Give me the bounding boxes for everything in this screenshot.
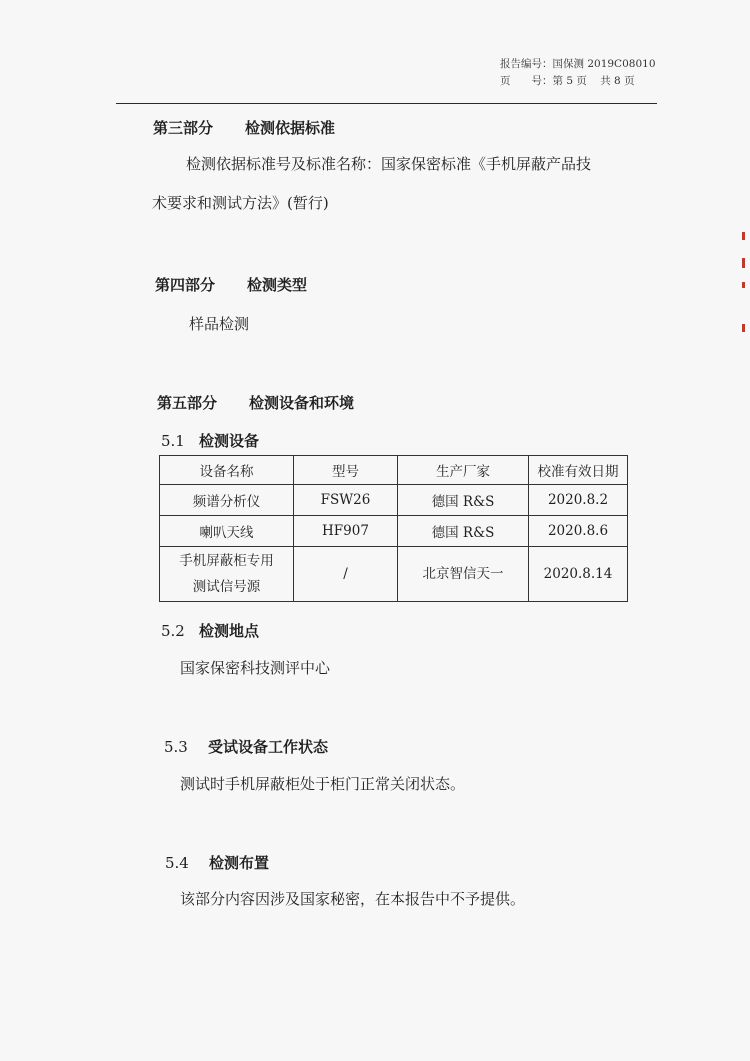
col-header-date: 校准有效日期 — [529, 456, 628, 485]
section-5-3-title: 受试设备工作状态 — [208, 738, 329, 756]
part5-heading — [157, 392, 354, 413]
section-5-1-number: 5.1 — [161, 432, 185, 450]
page-total: 共 8 页 — [600, 75, 635, 87]
report-number: 国保测 2019C08010 — [552, 58, 656, 70]
section-5-1-heading — [161, 430, 259, 451]
page-header — [500, 56, 656, 90]
cell-name: 喇叭天线 — [160, 516, 294, 547]
cell-maker: 德国 R&S — [398, 516, 529, 547]
table-row — [160, 485, 628, 516]
section-5-2-heading — [161, 620, 259, 641]
section-5-4-text: 该部分内容因涉及国家秘密，在本报告中不予提供。 — [180, 890, 526, 908]
part4-title: 检测类型 — [247, 276, 308, 294]
section-5-2-text: 国家保密科技测评中心 — [180, 659, 331, 677]
section-5-4-number: 5.4 — [165, 854, 189, 872]
col-header-name: 设备名称 — [160, 456, 294, 485]
cell-date: 2020.8.6 — [529, 516, 628, 547]
part3-text-line1: 检测依据标准号及标准名称：国家保密标准《手机屏蔽产品技 — [186, 155, 592, 173]
part4-text: 样品检测 — [189, 315, 250, 333]
section-5-4-title: 检测布置 — [209, 854, 270, 872]
section-5-3-text: 测试时手机屏蔽柜处于柜门正常关闭状态。 — [180, 775, 466, 793]
table-header-row — [160, 456, 628, 485]
page-current: 第 5 页 — [552, 75, 587, 87]
part5-title: 检测设备和环境 — [249, 394, 355, 412]
page-label: 页 号： — [500, 75, 553, 87]
section-5-2-number: 5.2 — [161, 622, 185, 640]
cell-model: HF907 — [294, 516, 398, 547]
cell-model: / — [294, 547, 398, 602]
col-header-maker: 生产厂家 — [398, 456, 529, 485]
section-5-2-title: 检测地点 — [199, 622, 260, 640]
header-divider — [116, 103, 657, 104]
part3-title: 检测依据标准 — [245, 119, 336, 137]
cell-maker: 德国 R&S — [398, 485, 529, 516]
section-5-3-number: 5.3 — [164, 738, 188, 756]
cell-date: 2020.8.14 — [529, 547, 628, 602]
part5-number: 第五部分 — [157, 394, 218, 412]
cell-name-line1: 手机屏蔽柜专用 — [179, 553, 274, 569]
section-5-4-heading — [165, 852, 269, 873]
cell-name — [160, 547, 294, 602]
col-header-model: 型号 — [294, 456, 398, 485]
part4-heading — [155, 274, 307, 295]
section-5-3-heading — [164, 736, 328, 757]
cell-model: FSW26 — [294, 485, 398, 516]
part3-text-line2: 术要求和测试方法》(暂行) — [152, 194, 329, 212]
cell-date: 2020.8.2 — [529, 485, 628, 516]
table-row — [160, 516, 628, 547]
report-number-label: 报告编号： — [500, 58, 553, 70]
seal-fragment-icon — [741, 232, 747, 352]
edge-seal-mark — [741, 232, 747, 358]
cell-name: 频谱分析仪 — [160, 485, 294, 516]
part3-number: 第三部分 — [153, 119, 214, 137]
cell-maker: 北京智信天一 — [398, 547, 529, 602]
table-row — [160, 547, 628, 602]
section-5-1-title: 检测设备 — [199, 432, 260, 450]
part4-number: 第四部分 — [155, 276, 216, 294]
equipment-table — [159, 455, 628, 602]
part3-heading — [153, 117, 335, 138]
cell-name-line2: 测试信号源 — [192, 579, 261, 595]
